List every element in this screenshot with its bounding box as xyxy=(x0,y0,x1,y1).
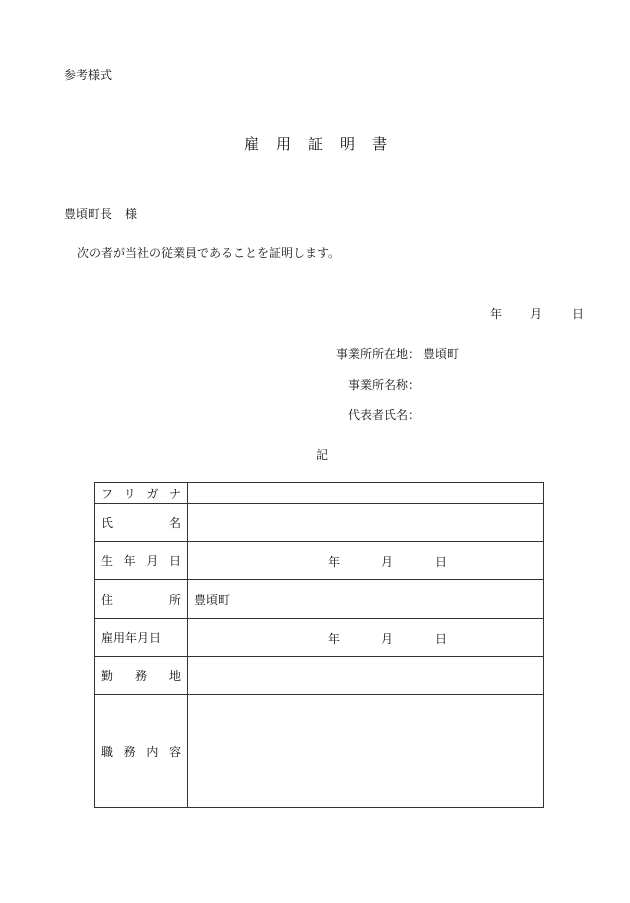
table-row-workplace xyxy=(95,657,544,695)
issue-date-day: 日 xyxy=(572,307,585,321)
furigana-label: フ リ ガ ナ xyxy=(95,483,188,504)
addressee-honorific: 様 xyxy=(125,207,138,221)
employment-year: 年 xyxy=(328,631,341,646)
duties-field[interactable] xyxy=(188,695,544,808)
address-label: 住 所 xyxy=(95,580,188,619)
workplace-label: 勤 務 地 xyxy=(95,657,188,695)
furigana-field[interactable] xyxy=(188,483,544,504)
issue-date xyxy=(490,305,584,322)
name-field[interactable] xyxy=(188,504,544,542)
table-row-address xyxy=(95,580,544,619)
table-row-birthdate xyxy=(95,542,544,580)
issue-date-month: 月 xyxy=(530,307,543,321)
address-field[interactable]: 豊頃町 xyxy=(188,580,544,619)
birthdate-label: 生 年 月 日 xyxy=(95,542,188,580)
issue-date-year: 年 xyxy=(490,307,503,321)
form-label: 参考様式 xyxy=(64,68,113,82)
birthdate-day: 日 xyxy=(435,554,448,569)
workplace-field[interactable] xyxy=(188,657,544,695)
company-address-label: 事業所所在地： xyxy=(335,347,420,361)
ki-marker: 記 xyxy=(316,448,329,462)
employment-date-field[interactable] xyxy=(188,619,544,657)
name-label: 氏 名 xyxy=(95,504,188,542)
birthdate-year: 年 xyxy=(328,554,341,569)
table-row-duties xyxy=(95,695,544,808)
birthdate-month: 月 xyxy=(381,554,394,569)
addressee xyxy=(64,205,137,222)
document-title: 雇用証明書 xyxy=(243,135,404,153)
table-row-furigana xyxy=(95,483,544,504)
employment-info-table xyxy=(94,482,544,808)
table-row-name xyxy=(95,504,544,542)
employment-date-label: 雇用年月日 xyxy=(95,619,188,657)
table-row-employment-date xyxy=(95,619,544,657)
certification-statement: 次の者が当社の従業員であることを証明します。 xyxy=(77,246,341,260)
representative-label: 代表者氏名： xyxy=(347,408,420,422)
employment-day: 日 xyxy=(435,631,448,646)
addressee-name: 豊頃町長 xyxy=(64,207,113,221)
company-name-label: 事業所名称： xyxy=(347,378,420,392)
birthdate-field[interactable] xyxy=(188,542,544,580)
duties-label: 職 務 内 容 xyxy=(95,695,188,808)
company-address-value[interactable]: 豊頃町 xyxy=(423,347,460,361)
employment-month: 月 xyxy=(381,631,394,646)
